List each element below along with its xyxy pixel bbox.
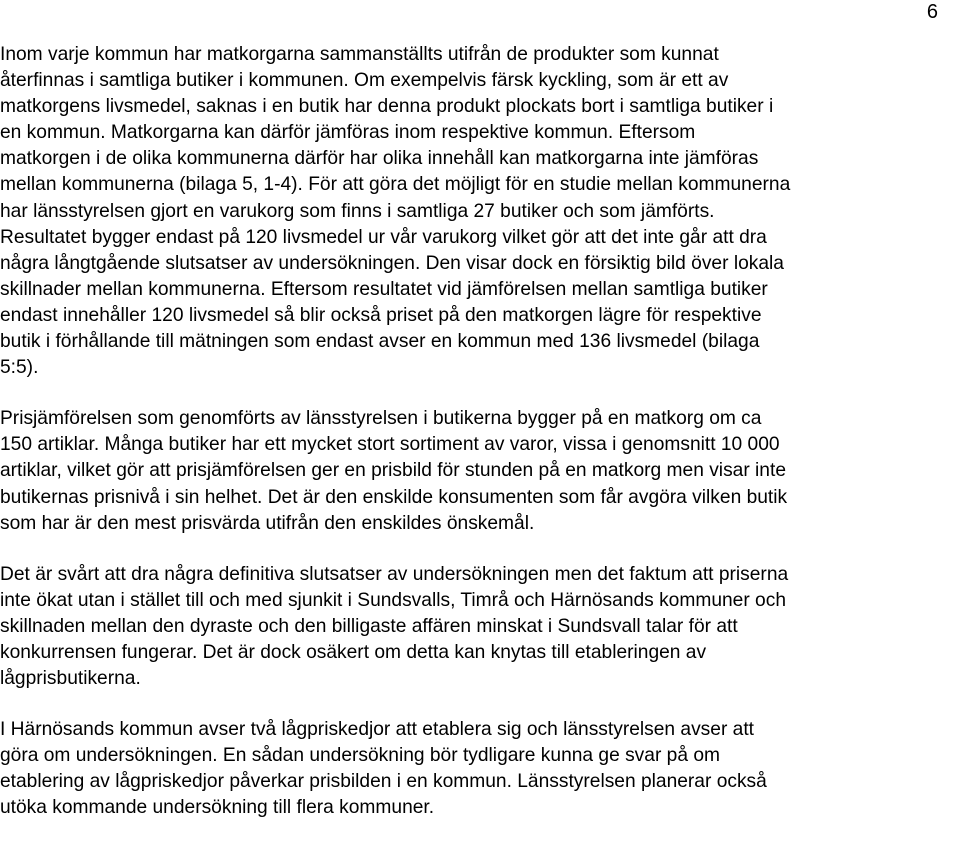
- text-line: skillnader mellan kommunerna. Eftersom resultatet vid jämförelsen mellan samtliga butiker: [0, 278, 768, 300]
- paragraph-3: [0, 562, 956, 692]
- text-line: matkorgens livsmedel, saknas i en butik har denna produkt plockats bort i samtliga butiker i: [0, 96, 774, 118]
- text-line: skillnaden mellan den dyraste och den billigaste affären minskat i Sundsvall talar för att: [0, 615, 738, 637]
- page-number: 6: [926, 1, 938, 23]
- text-line: inte ökat utan i stället till och med sjunkit i Sundsvalls, Timrå och Härnösands kommuner och: [0, 589, 786, 611]
- text-line: några långtgående slutsatser av undersökningen. Den visar dock en försiktig bild över lokala: [0, 252, 784, 274]
- paragraph-spacer: [0, 692, 956, 717]
- paragraph-4: [0, 717, 956, 821]
- text-line: 5:5).: [0, 357, 39, 379]
- text-line: Inom varje kommun har matkorgarna sammanställts utifrån de produkter som kunnat: [0, 44, 719, 65]
- text-line: har länsstyrelsen gjort en varukorg som finns i samtliga 27 butiker och som jämförts.: [0, 200, 715, 222]
- paragraph-1: [0, 42, 956, 381]
- text-line: 150 artiklar. Många butiker har ett mycket stort sortiment av varor, vissa i genomsnitt 10 000: [0, 434, 780, 456]
- text-line: återfinnas i samtliga butiker i kommunen. Om exempelvis färsk kyckling, som är ett av: [0, 70, 729, 92]
- paragraph-spacer: [0, 381, 956, 406]
- text-line: artiklar, vilket gör att prisjämförelsen ger en prisbild för stunden på en matkorg men visar inte: [0, 460, 786, 482]
- text-line: konkurrensen fungerar. Det är dock osäkert om detta kan knytas till etableringen av: [0, 641, 707, 663]
- text-line: butikernas prisnivå i sin helhet. Det är den enskilde konsumenten som får avgöra vilken butik: [0, 486, 788, 508]
- text-line: utöka kommande undersökning till flera kommuner.: [0, 797, 435, 819]
- text-line: I Härnösands kommun avser två lågpriskedjor att etablera sig och länsstyrelsen avser att: [0, 719, 754, 741]
- text-line: butik i förhållande till mätningen som endast avser en kommun med 136 livsmedel (bilaga: [0, 331, 760, 353]
- text-line: som har är den mest prisvärda utifrån den enskildes önskemål.: [0, 512, 535, 534]
- paragraph-2: [0, 406, 956, 536]
- text-line: lågprisbutikerna.: [0, 668, 141, 690]
- text-line: göra om undersökningen. En sådan undersökning bör tydligare kunna ge svar på om: [0, 745, 720, 767]
- text-line: en kommun. Matkorgarna kan därför jämföras inom respektive kommun. Eftersom: [0, 122, 696, 144]
- text-line: mellan kommunerna (bilaga 5, 1-4). För att göra det möjligt för en studie mellan kommunerna: [0, 174, 791, 196]
- text-line: Det är svårt att dra några definitiva slutsatser av undersökningen men det faktum att priserna: [0, 563, 789, 585]
- text-line: etablering av lågpriskedjor påverkar prisbilden i en kommun. Länsstyrelsen planerar också: [0, 771, 767, 793]
- text-line: endast innehåller 120 livsmedel så blir också priset på den matkorgen lägre för respektive: [0, 304, 762, 326]
- paragraph-spacer: [0, 537, 956, 562]
- text-line: matkorgen i de olika kommunerna därför har olika innehåll kan matkorgarna inte jämföras: [0, 148, 759, 170]
- text-line: Resultatet bygger endast på 120 livsmedel ur vår varukorg vilket gör att det inte går att dra: [0, 226, 767, 248]
- text-line: Prisjämförelsen som genomförts av länsstyrelsen i butikerna bygger på en matkorg om ca: [0, 408, 762, 430]
- document-body: [0, 42, 956, 822]
